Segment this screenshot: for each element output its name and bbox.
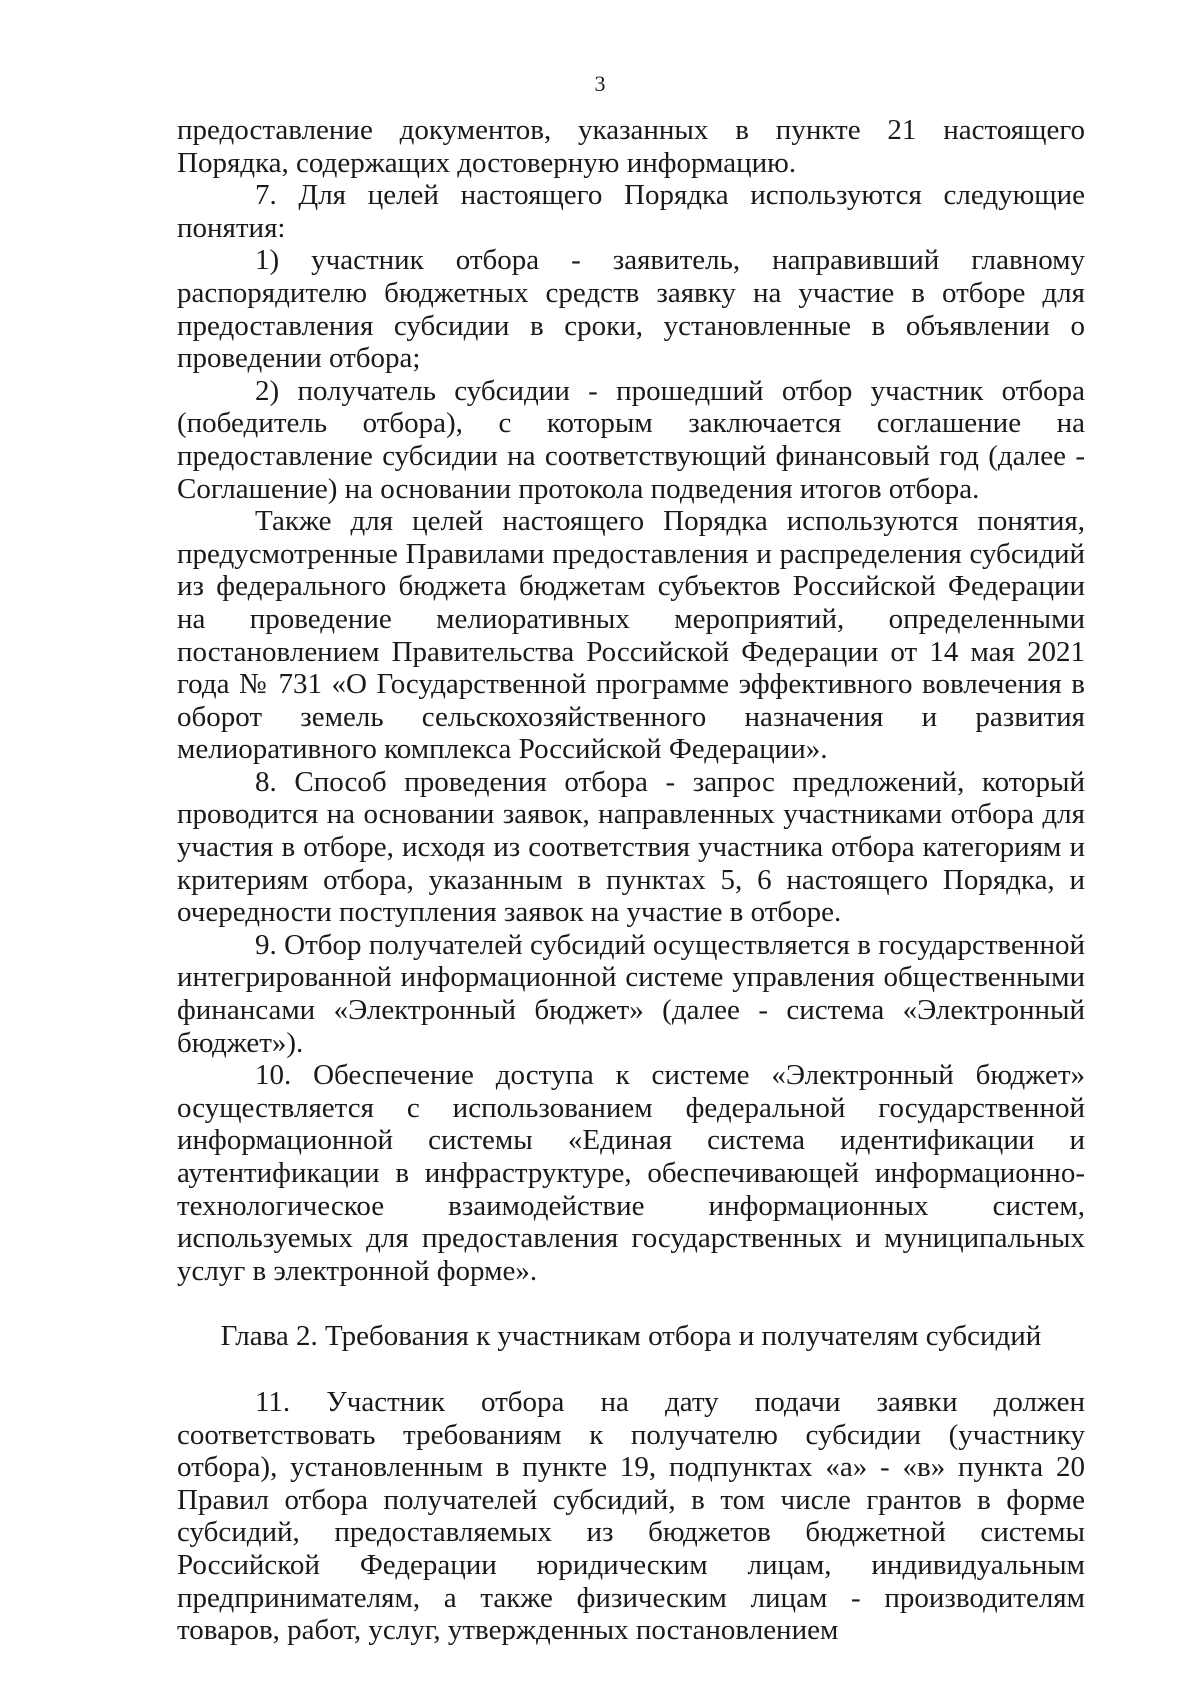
paragraph-item-7: 7. Для целей настоящего Порядка используются следующие понятия: <box>177 179 1085 244</box>
paragraph-item-10: 10. Обеспечение доступа к системе «Электронный бюджет» осуществляется с использованием федеральной государственной информационной системы «Единая система идентификации и аутентификации в инфраструктуре, обеспечивающей информационно-технологическое взаимодействие информационных систем, используемых для предоставления государственных и муниципальных услуг в электронной форме». <box>177 1059 1085 1287</box>
paragraph-item-11: 11. Участник отбора на дату подачи заявки должен соответствовать требованиям к получателю субсидии (участнику отбора), установленным в пункте 19, подпунктах «а» - «в» пункта 20 Правил отбора получателей субсидий, в том числе грантов в форме субсидий, предоставляемых из бюджетов бюджетной системы Российской Федерации юридическим лицам, индивидуальным предпринимателям, а также физическим лицам - производителям товаров, работ, услуг, утвержденных постановлением <box>177 1385 1085 1647</box>
chapter-heading: Глава 2. Требования к участникам отбора и получателям субсидий <box>220 1320 1042 1353</box>
paragraph-continuation: предоставление документов, указанных в пункте 21 настоящего Порядка, содержащих достоверную информацию. <box>177 114 1085 179</box>
document-body <box>177 114 1085 1647</box>
page-number: 3 <box>594 71 606 96</box>
paragraph-item-9: 9. Отбор получателей субсидий осуществляется в государственной интегрированной информационной системе управления общественными финансами «Электронный бюджет» (далее - система «Электронный бюджет»). <box>177 928 1085 1059</box>
paragraph-item-7-1: 1) участник отбора - заявитель, направивший главному распорядителю бюджетных средств заявку на участие в отборе для предоставления субсидии в сроки, установленные в объявлении о проведении отбора; <box>177 244 1085 375</box>
paragraph-item-7-2: 2) получатель субсидии - прошедший отбор участник отбора (победитель отбора), с которым заключается соглашение на предоставление субсидии на соответствующий финансовый год (далее - Соглашение) на основании протокола подведения итогов отбора. <box>177 374 1085 505</box>
paragraph-item-8: 8. Способ проведения отбора - запрос предложений, который проводится на основании заявок, направленных участниками отбора для участия в отборе, исходя из соответствия участника отбора категориям и критериям отбора, указанным в пунктах 5, 6 настоящего Порядка, и очередности поступления заявок на участие в отборе. <box>177 765 1085 929</box>
paragraph-definitions: Также для целей настоящего Порядка используются понятия, предусмотренные Правилами предоставления и распределения субсидий из федерального бюджета бюджетам субъектов Российской Федерации на проведение мелиоративных мероприятий, определенными постановлением Правительства Российской Федерации от 14 мая 2021 года № 731 «О Государственной программе эффективного вовлечения в оборот земель сельскохозяйственного назначения и развития мелиоративного комплекса Российской Федерации». <box>177 505 1085 766</box>
